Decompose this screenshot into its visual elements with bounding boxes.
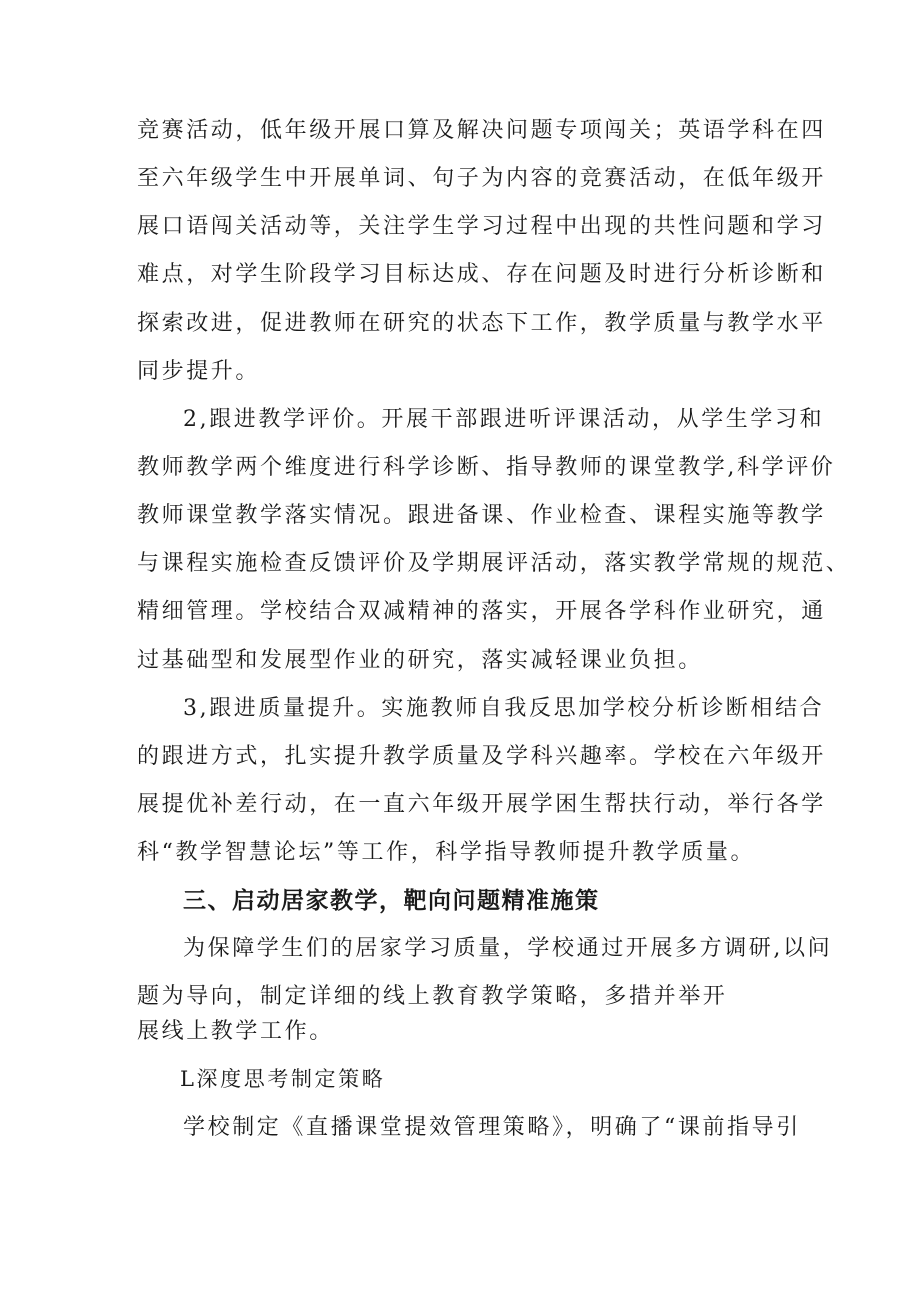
paragraph-line: 学校制定《直播课堂提效管理策略》，明确了“课前指导引 xyxy=(183,1115,801,1140)
paragraph-line: 至六年级学生中开展单词、句子为内容的竞赛活动，在低年级开 xyxy=(137,166,826,191)
paragraph-line: 同步提升。 xyxy=(137,359,261,384)
subheading: L深度思考制定策略 xyxy=(180,1067,386,1091)
paragraph-line: 3,跟进质量提升。实施教师自我反思加学校分析诊断相结合 xyxy=(183,696,825,721)
paragraph-line: 与课程实施检查反馈评价及学期展评活动，落实教学常规的规范、 xyxy=(137,551,851,576)
paragraph-line: 展口语闯关活动等，关注学生学习过程中出现的共性问题和学习 xyxy=(137,214,826,239)
paragraph-line: 教师教学两个维度进行科学诊断、指导教师的课堂教学,科学评价 xyxy=(137,455,836,480)
paragraph-line: 竞赛活动，低年级开展口算及解决问题专项闯关；英语学科在四 xyxy=(137,118,826,143)
paragraph-line: 过基础型和发展型作业的研究，落实减轻课业负担。 xyxy=(137,648,703,673)
paragraph-line: 2,跟进教学评价。开展干部跟进听评课活动，从学生学习和 xyxy=(183,407,825,432)
paragraph-line: 展提优补差行动，在一直六年级开展学困生帮扶行动，举行各学 xyxy=(137,792,826,817)
paragraph-line: 的跟进方式，扎实提升教学质量及学科兴趣率。学校在六年级开 xyxy=(137,744,826,769)
paragraph-line: 为保障学生们的居家学习质量，学校通过开展多方调研,以问 xyxy=(183,936,833,961)
paragraph-line: 展线上教学工作。 xyxy=(137,1019,334,1044)
paragraph-line: 题为导向，制定详细的线上教育教学策略，多措并举开 xyxy=(137,984,728,1009)
paragraph-line: 科“教学智慧论坛”等工作，科学指导教师提升教学质量。 xyxy=(137,840,756,865)
section-heading: 三、启动居家教学，靶向问题精准施策 xyxy=(183,888,600,914)
paragraph-line: 精细管理。学校结合双减精神的落实，开展各学科作业研究，通 xyxy=(137,599,826,624)
paragraph-line: 难点，对学生阶段学习目标达成、存在问题及时进行分析诊断和 xyxy=(137,262,826,287)
paragraph-line: 教师课堂教学落实情况。跟进备课、作业检查、课程实施等教学 xyxy=(137,503,826,528)
paragraph-line: 探索改进，促进教师在研究的状态下工作，教学质量与教学水平 xyxy=(137,311,826,336)
